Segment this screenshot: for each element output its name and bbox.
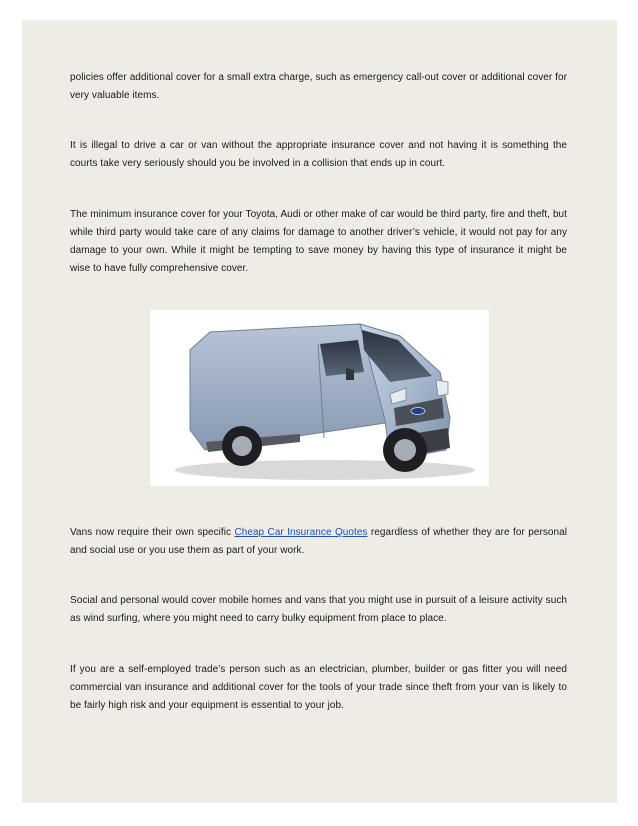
van-illustration	[150, 310, 489, 486]
paragraph-minimum-cover: The minimum insurance cover for your Toyota, Audi or other make of car would be third party, fire and theft, but while third party would take care of any claims for damage to another driver’s vehicle, it would not pay for any damage to your own. While it might be tempting to save money by having this type of insurance it might be wise to have fully comprehensive cover.	[70, 209, 567, 274]
paragraph-vans-insurance	[70, 524, 567, 560]
cheap-car-insurance-quotes-link[interactable]: Cheap Car Insurance Quotes	[234, 527, 368, 538]
paragraph-self-employed: If you are a self-employed trade’s person such as an electrician, plumber, builder or gas fitter you will need commercial van insurance and additional cover for the tools of your trade since theft from your van is likely to be fairly high risk and your equipment is essential to your job.	[70, 664, 567, 711]
paragraph-vans-text-start: Vans now require their own specific	[70, 527, 235, 538]
van-photo	[150, 310, 489, 486]
paragraph-extra-cover: policies offer additional cover for a small extra charge, such as emergency call-out cover or additional cover for very valuable items.	[70, 72, 567, 101]
document-page	[22, 20, 617, 803]
paragraph-legal-requirement: It is illegal to drive a car or van without the appropriate insurance cover and not having it is something the courts take very seriously should you be involved in a collision that ends up in court.	[70, 140, 567, 169]
paragraph-vans-text-end: regardless of whether they are for personal and social use or you use them as part of your work.	[70, 527, 567, 556]
paragraph-social-personal: Social and personal would cover mobile homes and vans that you might use in pursuit of a leisure activity such as wind surfing, where you might need to carry bulky equipment from place to place.	[70, 595, 567, 624]
